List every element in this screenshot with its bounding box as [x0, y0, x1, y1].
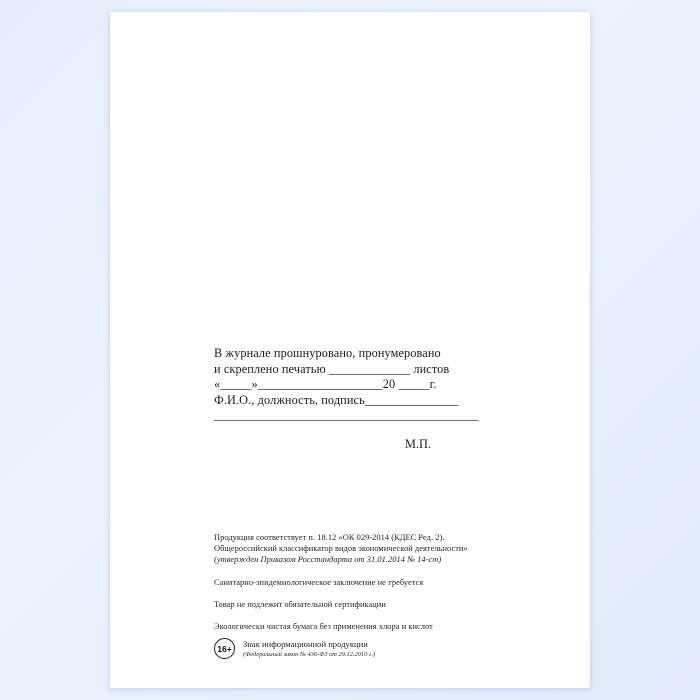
info-mark-law-reference: (Федеральный закон № 436-ФЗ от 29.12.2010 г.) — [243, 650, 376, 658]
info-mark-row — [214, 637, 375, 659]
legal-product-line-2: Общероссийский классификатор видов экономической деятельности» — [214, 544, 468, 554]
stamp-place-label: М.П. — [405, 437, 431, 451]
certification-line-2: и скреплено печатью _____________ листов — [214, 361, 450, 376]
legal-block — [214, 532, 564, 632]
info-mark-label: Знак информационной продукции — [243, 639, 368, 649]
document-page — [110, 12, 590, 688]
legal-sanitary-note: Санитарно-эпидемиологическое заключение не требуется — [214, 577, 424, 587]
certification-line-3: «_____»____________________20 _____г. — [214, 377, 437, 392]
age-rating-badge: 16+ — [214, 638, 235, 659]
legal-product-line-3: (утвержден Приказом Росстандарта от 31.01.2014 № 14-ст) — [214, 555, 442, 565]
certification-line-5: ___________________________________________ — [214, 408, 479, 423]
info-mark-text — [243, 637, 375, 659]
legal-certification-note: Товар не подлежит обязательной сертификации — [214, 599, 386, 609]
certification-block — [214, 346, 544, 424]
certification-line-1: В журнале прошнуровано, пронумеровано — [214, 346, 441, 360]
legal-paper-note: Экологически чистая бумага без применения хлора и кислот — [214, 622, 433, 632]
certification-line-4: Ф.И.О., должность, подпись_______________ — [214, 392, 459, 407]
legal-product-line-1: Продукция соответствует п. 18.12 «ОК 029-2014 (КДЕС Ред. 2). — [214, 533, 445, 542]
page-content — [110, 12, 590, 688]
